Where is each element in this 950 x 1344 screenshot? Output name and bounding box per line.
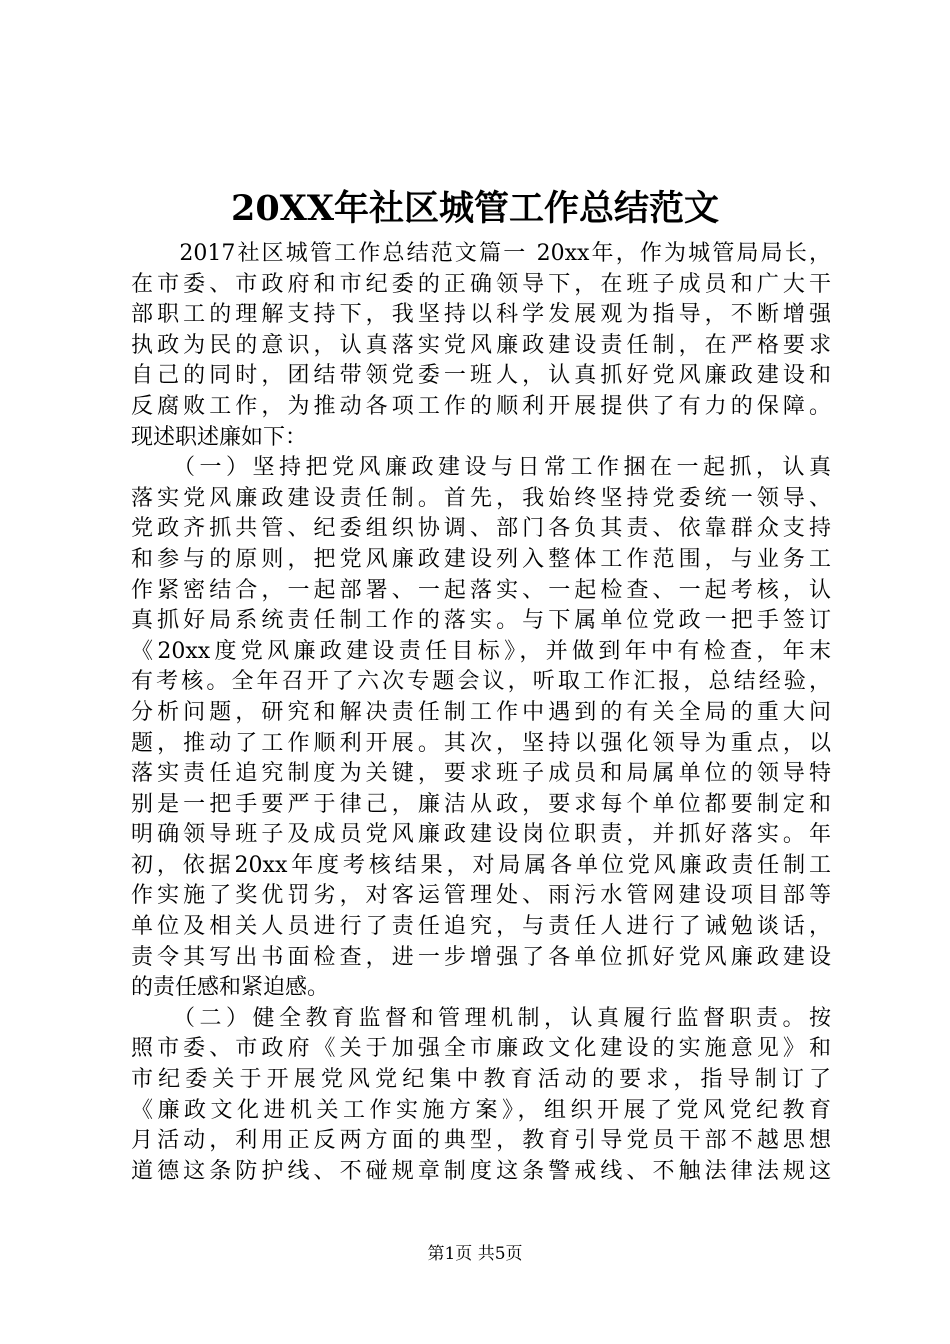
page-footer: 第1页 共5页 <box>427 1244 523 1264</box>
body-line: 反腐败工作，为推动各项工作的顺利开展提供了有力的保障。 <box>131 393 831 419</box>
body-line: 部职工的理解支持下，我坚持以科学发展观为指导，不断增强 <box>131 302 831 328</box>
body-line: 真抓好局系统责任制工作的落实。与下属单位党政一把手签订 <box>131 608 831 634</box>
document-title: 20XX年社区城管工作总结范文 <box>230 188 720 229</box>
body-line: 初，依据20xx年度考核结果，对局属各单位党风廉政责任制工 <box>131 852 831 878</box>
body-line: 月活动，利用正反两方面的典型，教育引导党员干部不越思想 <box>131 1128 831 1154</box>
body-line: 分析问题，研究和解决责任制工作中遇到的有关全局的重大问 <box>131 699 831 725</box>
body-line: 《20xx度党风廉政建设责任目标》，并做到年中有检查，年末 <box>131 638 831 664</box>
body-line: 党政齐抓共管、纪委组织协调、部门各负其责、依靠群众支持 <box>131 516 831 542</box>
body-line: 责令其写出书面检查，进一步增强了各单位抓好党风廉政建设 <box>131 944 831 970</box>
body-line: 的责任感和紧迫感。 <box>131 975 330 1001</box>
body-line: 现述职述廉如下： <box>131 424 308 450</box>
body-line: 《廉政文化进机关工作实施方案》，组织开展了党风党纪教育 <box>131 1097 831 1123</box>
body-line: 作紧密结合，一起部署、一起落实、一起检查、一起考核，认 <box>131 577 831 603</box>
body-line: 道德这条防护线、不碰规章制度这条警戒线、不触法律法规这 <box>131 1158 831 1184</box>
body-line: 别是一把手要严于律己，廉洁从政，要求每个单位都要制定和 <box>131 791 831 817</box>
body-line: 照市委、市政府《关于加强全市廉政文化建设的实施意见》和 <box>131 1036 831 1062</box>
body-line: 单位及相关人员进行了责任追究，与责任人进行了诫勉谈话， <box>131 914 831 940</box>
body-line: 题，推动了工作顺利开展。其次，坚持以强化领导为重点，以 <box>131 730 831 756</box>
body-line: （二）健全教育监督和管理机制，认真履行监督职责。按 <box>131 1005 831 1031</box>
body-line: 2017社区城管工作总结范文篇一 20xx年，作为城管局局长， <box>131 241 831 266</box>
body-line: 执政为民的意识，认真落实党风廉政建设责任制，在严格要求 <box>131 332 831 358</box>
body-line: 和参与的原则，把党风廉政建设列入整体工作范围，与业务工 <box>131 546 831 572</box>
body-line: 有考核。全年召开了六次专题会议，听取工作汇报，总结经验， <box>131 669 831 695</box>
body-line: 自己的同时，团结带领党委一班人，认真抓好党风廉政建设和 <box>131 363 831 389</box>
body-line: 在市委、市政府和市纪委的正确领导下，在班子成员和广大干 <box>131 271 831 297</box>
body-line: 落实责任追究制度为关键，要求班子成员和局属单位的领导特 <box>131 761 831 787</box>
body-line: 市纪委关于开展党风党纪集中教育活动的要求，指导制订了 <box>131 1067 831 1093</box>
body-line: 作实施了奖优罚劣，对客运管理处、雨污水管网建设项目部等 <box>131 883 831 909</box>
body-line: （一）坚持把党风廉政建设与日常工作捆在一起抓，认真 <box>131 455 831 481</box>
body-line: 落实党风廉政建设责任制。首先，我始终坚持党委统一领导、 <box>131 485 831 511</box>
body-line: 明确领导班子及成员党风廉政建设岗位职责，并抓好落实。年 <box>131 822 831 848</box>
document-body <box>131 239 831 1187</box>
